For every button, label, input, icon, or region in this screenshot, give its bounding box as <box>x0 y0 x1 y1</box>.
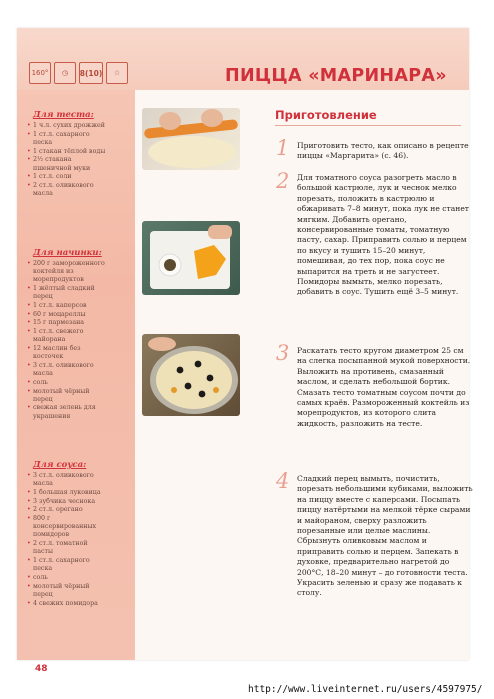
dough-list <box>27 122 107 198</box>
ingredient-item: • 1 большая луковица <box>27 489 107 497</box>
ingredient-item: • 800 г консервированных помидоров <box>27 515 107 540</box>
recipe-title: ПИЦЦА «МАРИНАРА» <box>225 66 447 86</box>
ingredient-item: • соль <box>27 379 107 387</box>
servings-icon: 8(10) <box>79 62 103 84</box>
ingredient-item: • 3 ст.л. оливкового масла <box>27 472 107 488</box>
step-number: 2 <box>276 169 290 193</box>
ingredient-item: • 200 г замороженного коктейля из морепродуктов <box>27 260 107 285</box>
divider <box>275 125 461 126</box>
page-number: 48 <box>35 664 48 674</box>
ingredient-item: • 1 ч.л. сухих дрожжей <box>27 122 107 130</box>
dough-ingredients <box>27 110 107 199</box>
photo-rolling-dough <box>142 108 240 170</box>
step-text: Для томатного соуса разогреть масло в большой кастрюле, лук и чеснок мелко порезать, положить в кастрюлю и обжаривать 7–8 минут, пока лук не станет мягким. Добавить орегано, консервированные томаты, томатную пасту, сахар. Приправить солью и перцем по вкусу и тушить 15–20 минут, помешивая, до тех пор, пока соус не выпарится на треть и не загустеет. Помидоры вымыть, мелко порезать, добавить в соус. Тушить ещё 3–5 минут. <box>297 173 470 297</box>
ingredient-item: • свежая зелень для украшения <box>27 404 107 420</box>
difficulty-star-icon: ☆ <box>106 62 128 84</box>
ingredient-item: • 1 ст.л. сахарного песка <box>27 557 107 573</box>
timer-icon: ◷ <box>54 62 76 84</box>
ingredient-item: • 3 ст.л. оливкового масла <box>27 362 107 378</box>
ingredient-item: • 12 маслин без косточек <box>27 345 107 361</box>
cookbook-page <box>17 28 473 674</box>
ingredient-item: • соль <box>27 574 107 582</box>
filling-list <box>27 260 107 421</box>
ingredient-item: • 4 свежих помидора <box>27 600 107 608</box>
ingredient-item: • молотый чёрный перец <box>27 583 107 599</box>
filling-ingredients <box>27 248 107 421</box>
step-number: 3 <box>276 341 290 365</box>
ingredient-item: • 2 ст.л. томатной пасты <box>27 540 107 556</box>
step-number: 1 <box>276 136 290 160</box>
ingredient-item: • 1 ст.л. сахарного песка <box>27 131 107 147</box>
step-text: Приготовить тесто, как описано в рецепте пиццы «Маргарита» (с. 46). <box>297 141 469 161</box>
photo-assembled-pizza <box>142 334 240 416</box>
ingredient-item: • 1 стакан тёплой воды <box>27 148 107 156</box>
step-number: 4 <box>276 469 290 493</box>
preparation-heading: Приготовление <box>275 108 377 122</box>
photo-cutting-pepper <box>142 221 240 295</box>
ingredient-item: • 2 ст.л. орегано <box>27 506 107 514</box>
dough-heading: Для теста: <box>33 110 94 120</box>
ingredient-item: • 2½ стакана пшеничной муки <box>27 156 107 172</box>
oven-temperature-icon: 160° <box>29 62 51 84</box>
ingredient-item: • 3 зубчика чеснока <box>27 498 107 506</box>
sauce-ingredients <box>27 460 107 608</box>
step-text: Сладкий перец вымыть, почистить, порезать небольшими кубиками, выложить на пиццу вместе с каперсами. Посыпать пиццу натёртыми на мелкой тёрке сырами и майораном, сверху разложить порезанные или целые маслины. Сбрызнуть оливковым маслом и приправить солью и перцем. Запекать в духовке, предварительно нагретой до 200°С, 18–20 минут – до готовности теста. Украсить зеленью и сразу же подавать к столу. <box>297 474 473 598</box>
ingredient-item: • 60 г моцареллы <box>27 311 107 319</box>
sauce-list <box>27 472 107 608</box>
ingredient-item: • 1 ст.л. каперсов <box>27 302 107 310</box>
ingredient-item: • 1 жёлтый сладкий перец <box>27 285 107 301</box>
ingredient-item: • молотый чёрный перец <box>27 388 107 404</box>
ingredient-item: • 1 ст.л. соли <box>27 173 107 181</box>
recipe-info-icons <box>29 62 128 84</box>
step-text: Раскатать тесто кругом диаметром 25 см на слегка посыпанной мукой поверхности. Выложить на противень, смазанный маслом, и сделать небольшой бортик. Смазать тесто томатным соусом почти до самых краёв. Размороженный коктейль из морепродуктов, из которого слита жидкость, разложить на тесте. <box>297 346 471 428</box>
filling-heading: Для начинки: <box>33 248 102 258</box>
sauce-heading: Для соуса: <box>33 460 87 470</box>
source-url: http://www.liveinternet.ru/users/4597975/ <box>248 684 483 695</box>
ingredient-item: • 1 ст.л. свежего майорана <box>27 328 107 344</box>
ingredient-item: • 2 ст.л. оливкового масла <box>27 182 107 198</box>
ingredient-item: • 15 г пармезана <box>27 319 107 327</box>
